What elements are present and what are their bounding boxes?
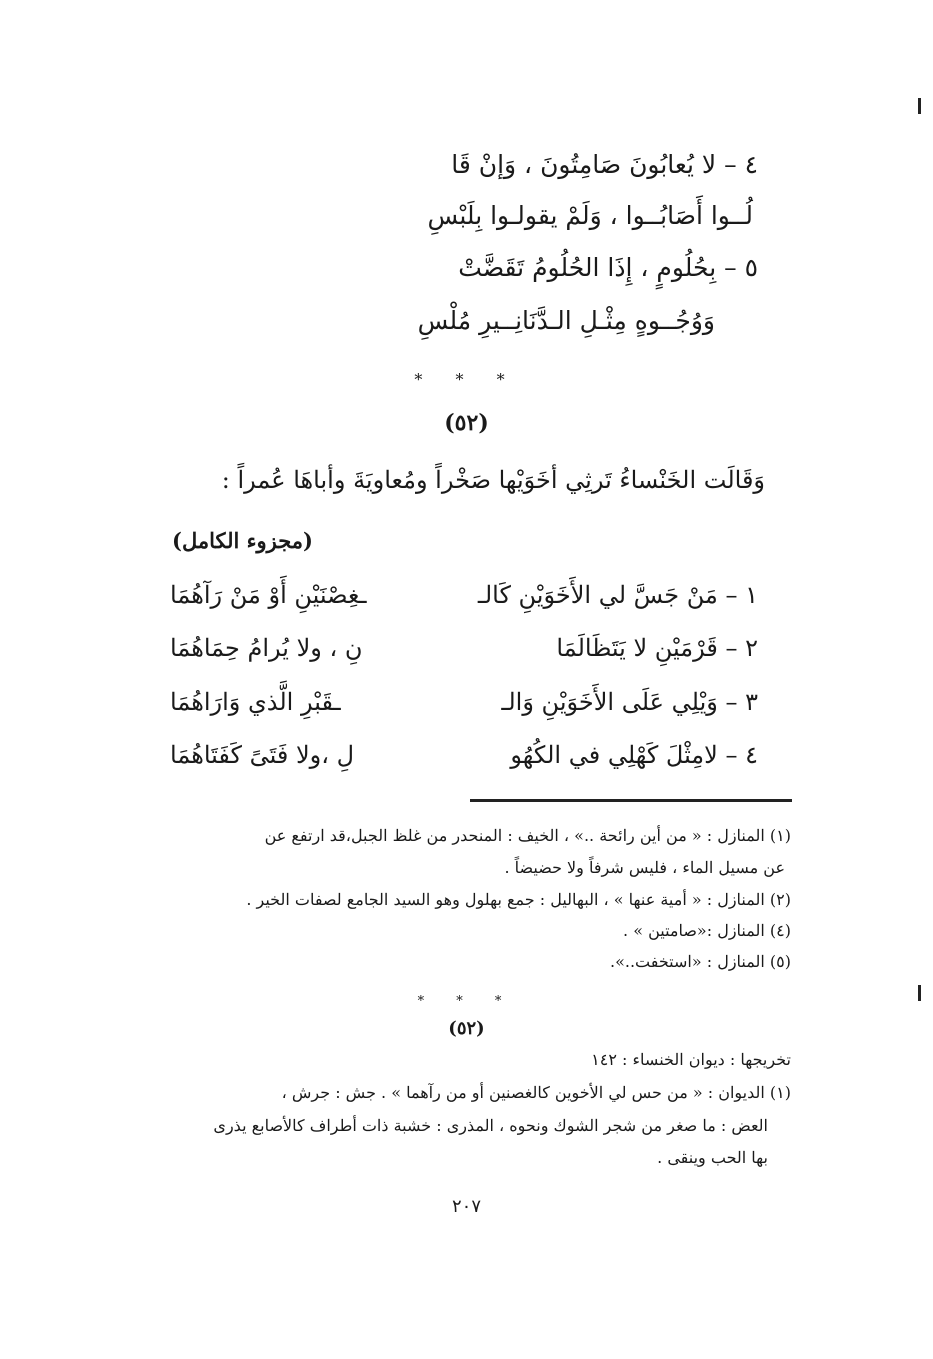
verse-text: بِحُلُومٍ ، إِذَا الحُلُومُ تَقَضَّتْ [458, 253, 717, 282]
verse-line [115, 306, 715, 335]
footnote-line: عن مسيل الماء ، فليس شرفاً ولا حضيضاً . [504, 858, 785, 877]
footnote-line: العض : ما صغر من شجر الشوك ونحوه ، المذرى : خشبة ذات أطراف كالأصابع يذرى [213, 1116, 768, 1135]
verse-line [158, 253, 758, 282]
footnote-line: (١) المنازل : « من أين رائحة ..» ، الخيف : المنحدر من غلظ الجبل،قد ارتفع عن [264, 826, 791, 845]
poem-number: (٥٢) [444, 410, 489, 436]
scan-edge-mark [918, 985, 921, 1001]
footnote-rule [470, 799, 792, 802]
poem-intro: وَقَالَت الخَنْساءُ تَرثِي أخَوَيْها صَخْراً ومُعاويَةَ وأباهَا عُمراً : [221, 466, 765, 494]
poem-hemistich-second: ـقَبْرِ الَّذي وَارَاهُمَا [170, 688, 341, 716]
poem-hemistich-first: ١ – مَنْ جَسَّ لي الأَخَوَيْنِ كَالـ [477, 581, 758, 609]
verse-text: وَوُجُــوهٍ مِثْـلِ الـدَّنَانِــيرِ مُلْسِ [417, 306, 715, 335]
poem-hemistich-first: ٣ – وَيْلِي عَلَى الأَخَوَيْنِ وَالـ [501, 688, 758, 716]
poem-hemistich-second: ـغِصْنَيْنِ أَوْ مَنْ رَآهُمَا [170, 581, 367, 609]
verse-number: ٤ – [724, 150, 758, 179]
poem-hemistich-first: ٢ – قَرْمَيْنِ لا يَتَظَالَمَا [556, 634, 758, 662]
verse-number: ٥ – [724, 253, 758, 282]
footnote-line: (٤) المنازل :«صامتين » . [623, 921, 791, 940]
scan-edge-mark [918, 98, 921, 114]
footnote-line: (٢) المنازل : « أمية عنها » ، البهاليل : جمع بهلول وهو السيد الجامع لصفات الخير . [246, 890, 791, 909]
poem-hemistich-second: لِ ،ولا فَتَىً كَفَتَاهُمَا [170, 741, 355, 769]
separator-stars: * * * [414, 370, 519, 389]
verse-line [158, 150, 758, 179]
poem-hemistich-second: نِ ، ولا يُرامُ حِمَاهُمَا [170, 634, 363, 662]
page-number: ٢٠٧ [451, 1196, 481, 1217]
poem-meter: (مجزوء الكامل) [172, 528, 313, 553]
footnote-poem-number: (٥٢) [448, 1018, 485, 1039]
verse-text: لُــوا أَصَابُــوا ، وَلَمْ يقولـوا بِلَبْسِ [427, 201, 753, 230]
footnote-line: (٥) المنازل : «استخفت..». [609, 952, 791, 971]
footnote-line: (١) الديوان : « من حس لي الأخوين كالغصنين أو من رآهما » . جش : جرش ، [281, 1083, 791, 1102]
footnote-line: بها الحب وينقى . [657, 1148, 768, 1167]
verse-text: لا يُعابُونَ صَامِتُونَ ، وَإنْ قَا [451, 150, 717, 179]
footnote-line: تخريجها : ديوان الخنساء : ١٤٢ [591, 1050, 791, 1069]
verse-line [153, 201, 753, 230]
poem-hemistich-first: ٤ – لامِثْلَ كَهْلِي في الكُهُو [510, 741, 758, 769]
footnote-separator-stars: * * * [417, 994, 516, 1009]
